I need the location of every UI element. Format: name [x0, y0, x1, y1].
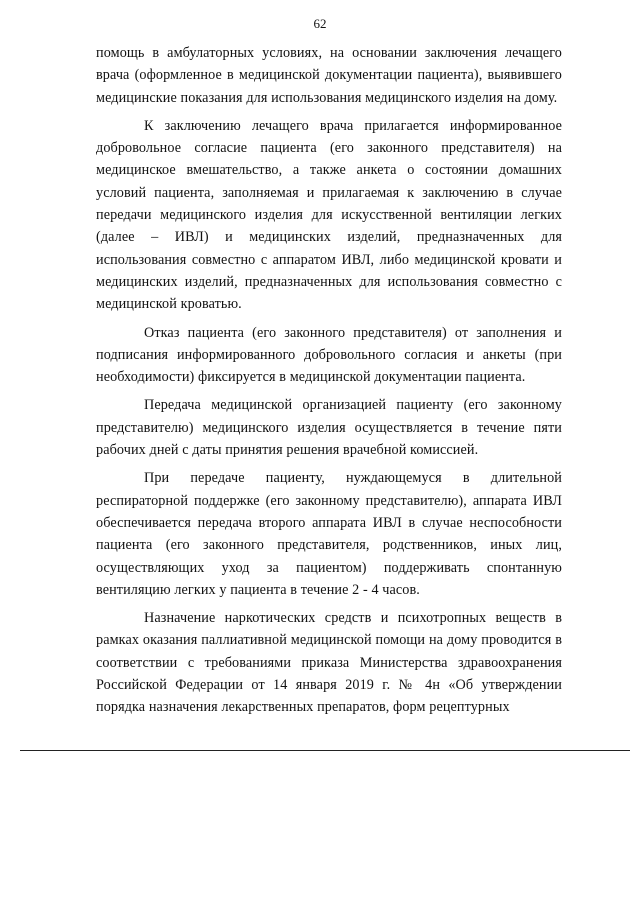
paragraph-ventilator-backup: При передаче пациенту, нуждающемуся в длительной респираторной поддержке (его законному представителю), аппарата ИВЛ обеспечивается передача второго аппарата ИВЛ в случае неспособности пациента (его законного представителя, родственников, иных лиц, осуществляющих уход за пациентом) поддерживать спонтанную вентиляцию легких у пациента в течение 2 - 4 часов. — [96, 470, 562, 598]
paragraph-continuation: помощь в амбулаторных условиях, на основании заключения лечащего врача (оформленное в медицинской документации пациента), выявившего медицинские показания для использования медицинского изделия на дому. — [96, 45, 562, 106]
paragraph-attachments: К заключению лечащего врача прилагается информированное добровольное согласие пациента (его законного представителя) на медицинское вмешательство, а также анкета о состоянии домашних условий пациента, заполняемая и прилагаемая к заключению в случае передачи медицинского изделия для искусственной вентиляции легких (далее – ИВЛ) и медицинских изделий, предназначенных для использования совместно с аппаратом ИВЛ, либо медицинской кровати и медицинских изделий, предназначенных для использования совместно с медицинской кроватью. — [96, 117, 562, 313]
page-number: 62 — [313, 16, 327, 31]
paragraph-narcotics: Назначение наркотических средств и психотропных веществ в рамках оказания паллиативной медицинской помощи на дому проводится в соответствии с требованиями приказа Министерства здравоохранения Российской Федерации от 14 января 2019 г. № 4н «Об утверждении порядка назначения лекарственных препаратов, форм рецептурных — [96, 610, 562, 716]
paragraph-transfer-timing: Передача медицинской организацией пациенту (его законному представителю) медицинского изделия осуществляется в течение пяти рабочих дней с даты принятия решения врачебной комиссией. — [96, 397, 562, 459]
body-text — [96, 42, 562, 725]
footer-rule — [20, 750, 630, 751]
paragraph-refusal: Отказ пациента (его законного представителя) от заполнения и подписания информированного добровольного согласия и анкеты (при необходимости) фиксируется в медицинской документации пациента. — [96, 324, 562, 386]
